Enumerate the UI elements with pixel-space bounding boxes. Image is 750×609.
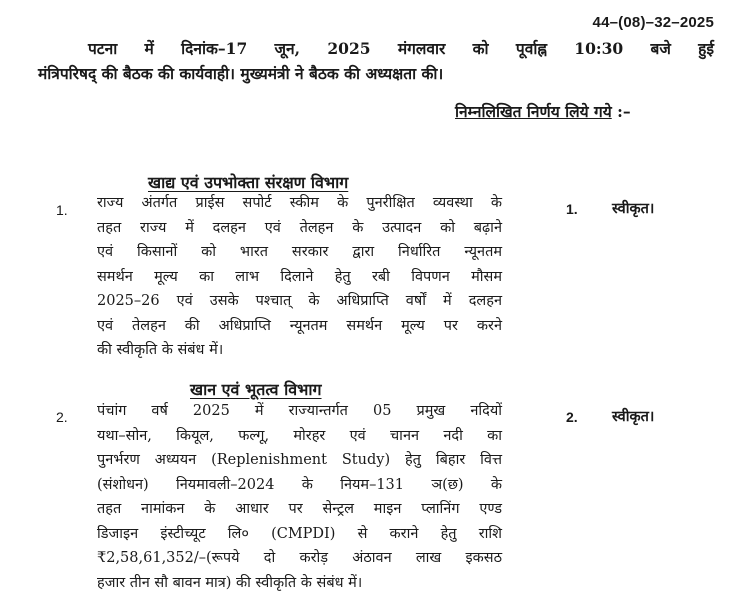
decisions-heading-text: निम्नलिखित निर्णय लिये गये: [455, 102, 612, 121]
meeting-intro: [38, 36, 714, 86]
status-number: 2.: [566, 409, 578, 425]
item-line: पंचांग वर्ष 2025 में राज्यान्तर्गत 05 प्रमुख नदियों: [97, 403, 502, 419]
status-approved: स्वीकृत।: [612, 408, 655, 425]
item-line: राज्य अंतर्गत प्राईस सपोर्ट स्कीम के पुनरीक्षित व्यवस्था के: [97, 195, 502, 211]
item-line: तहत राज्य में दलहन एवं तेलहन के उत्पादन को बढ़ाने: [97, 219, 502, 236]
item-line: यथा–सोन, कियूल, फल्गू, मोरहर एवं चानन नदी का: [97, 427, 502, 444]
decisions-heading-suffix: :–: [611, 102, 631, 121]
intro-line-2: मंत्रिपरिषद् की बैठक की कार्यवाही। मुख्यमंत्री ने बैठक की अध्यक्षता की।: [38, 64, 444, 83]
item-line: हजार तीन सौ बावन मात्र) की स्वीकृति के संबंध में।: [97, 574, 363, 591]
item-line: 2025–26 एवं उसके पश्चात् के अधिप्राप्ति वर्षों में दलहन: [97, 293, 502, 309]
item-line: समर्थन मूल्य का लाभ दिलाने हेतु रबी विपणन मौसम: [97, 268, 502, 285]
item-number: 2.: [56, 409, 68, 425]
status-approved: स्वीकृत।: [612, 200, 655, 217]
item-line: की स्वीकृति के संबंध में।: [97, 342, 224, 358]
decisions-heading: [455, 100, 631, 122]
item-line: एवं तेलहन की अधिप्राप्ति न्यूनतम समर्थन मूल्य पर करने: [97, 317, 502, 334]
intro-line-1: पटना में दिनांक–17 जून, 2025 मंगलवार को पूर्वाह्न 10:30 बजे हुई: [88, 39, 714, 58]
item-line: पुनर्भरण अध्ययन (Replenishment Study) हेतु बिहार वित्त: [97, 452, 502, 468]
item-number: 1.: [56, 202, 68, 218]
item-line: ₹2,58,61,352/–(रूपये दो करोड़ अंठावन लाख इकसठ: [97, 550, 502, 566]
document-reference-number: 44–(08)–32–2025: [592, 14, 714, 31]
status-number: 1.: [566, 201, 578, 217]
item-description: [97, 399, 502, 595]
item-line: डिजाइन इंस्टीच्यूट लि० (CMPDI) से कराने हेतु राशि: [97, 525, 502, 542]
department-heading-mines: खान एवं भूतत्व विभाग: [190, 380, 322, 399]
item-line: तहत नामांकन के आधार पर सेन्ट्रल माइन प्लानिंग एण्ड: [97, 501, 502, 517]
department-heading-food: खाद्य एवं उपभोक्ता संरक्षण विभाग: [148, 173, 349, 192]
item-line: (संशोधन) नियमावली–2024 के नियम–131 ञ(छ) के: [97, 476, 502, 493]
item-line: एवं किसानों को भारत सरकार द्वारा निर्धारित न्यूनतम: [97, 244, 502, 260]
item-description: [97, 191, 502, 363]
